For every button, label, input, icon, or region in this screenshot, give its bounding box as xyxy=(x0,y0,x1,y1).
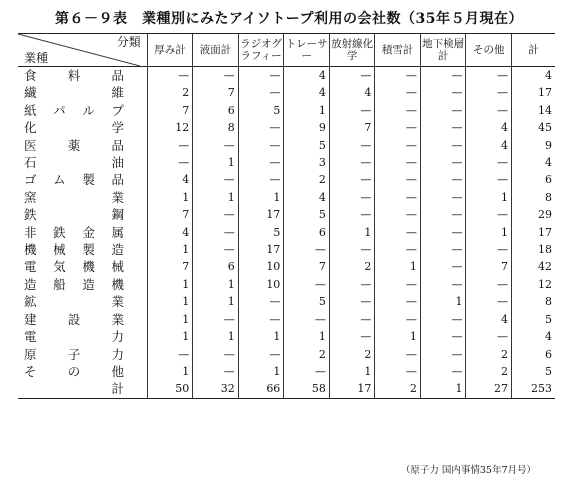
value-cell: 2 xyxy=(375,380,421,398)
industry-name: 紙 パ ル プ xyxy=(24,102,124,118)
value-cell: — xyxy=(375,189,421,206)
value-cell: 7 xyxy=(193,84,239,101)
value-cell: 1 xyxy=(193,293,239,310)
total-row xyxy=(18,380,555,398)
value-cell: — xyxy=(375,84,421,101)
value-cell: — xyxy=(193,67,239,85)
value-cell: 1 xyxy=(329,224,375,241)
value-cell: 1 xyxy=(238,328,284,345)
value-cell: 4 xyxy=(329,84,375,101)
value-cell: 2 xyxy=(284,346,330,363)
corner-header xyxy=(18,34,147,67)
value-cell: — xyxy=(420,102,466,119)
value-cell: 5 xyxy=(238,102,284,119)
industry-name-cell xyxy=(18,102,147,119)
value-cell: — xyxy=(375,224,421,241)
value-cell: — xyxy=(238,311,284,328)
industry-name: 窯 業 xyxy=(24,189,124,205)
value-cell: — xyxy=(466,171,512,188)
value-cell: 17 xyxy=(329,380,375,398)
value-cell: 12 xyxy=(147,119,193,136)
value-cell: — xyxy=(420,311,466,328)
table-row xyxy=(18,224,555,241)
value-cell: 14 xyxy=(511,102,555,119)
category-header-label: 分類 xyxy=(116,35,141,49)
value-cell: 6 xyxy=(193,102,239,119)
industry-name: 造 船 造 機 xyxy=(24,276,124,292)
industry-name: 繊 維 xyxy=(24,85,124,101)
value-cell: 2 xyxy=(329,346,375,363)
industry-name-cell xyxy=(18,241,147,258)
industry-name-cell xyxy=(18,328,147,345)
value-cell: 2 xyxy=(329,258,375,275)
value-cell: 1 xyxy=(147,293,193,310)
value-cell: 2 xyxy=(466,346,512,363)
value-cell: 4 xyxy=(147,224,193,241)
source-note: （原子力 国内事情35年7月号） xyxy=(400,465,536,476)
value-cell: 1 xyxy=(284,102,330,119)
value-cell: 5 xyxy=(511,363,555,380)
value-cell: — xyxy=(238,171,284,188)
table-row xyxy=(18,67,555,85)
value-cell: — xyxy=(193,206,239,223)
value-cell: — xyxy=(193,363,239,380)
industry-name: 電 力 xyxy=(24,329,124,345)
value-cell: 6 xyxy=(284,224,330,241)
value-cell: 27 xyxy=(466,380,512,398)
value-cell: — xyxy=(284,276,330,293)
value-cell: 29 xyxy=(511,206,555,223)
value-cell: — xyxy=(466,241,512,258)
industry-name-cell xyxy=(18,206,147,223)
value-cell: — xyxy=(466,154,512,171)
table-row xyxy=(18,258,555,275)
value-cell: — xyxy=(375,137,421,154)
value-cell: — xyxy=(238,154,284,171)
value-cell: 1 xyxy=(147,363,193,380)
industry-header-label: 業種 xyxy=(24,51,49,65)
industry-name-cell xyxy=(18,189,147,206)
value-cell: 18 xyxy=(511,241,555,258)
value-cell: — xyxy=(420,328,466,345)
value-cell: 1 xyxy=(466,189,512,206)
value-cell: 9 xyxy=(284,119,330,136)
industry-name-cell xyxy=(18,276,147,293)
value-cell: 8 xyxy=(511,189,555,206)
value-cell: — xyxy=(193,137,239,154)
industry-name-cell xyxy=(18,84,147,101)
value-cell: 4 xyxy=(284,67,330,85)
value-cell: — xyxy=(329,102,375,119)
value-cell: — xyxy=(466,276,512,293)
table-row xyxy=(18,119,555,136)
value-cell: — xyxy=(420,276,466,293)
value-cell: 4 xyxy=(284,189,330,206)
table-row xyxy=(18,102,555,119)
value-cell: — xyxy=(466,84,512,101)
value-cell: 7 xyxy=(147,102,193,119)
value-cell: 10 xyxy=(238,258,284,275)
value-cell: 7 xyxy=(147,258,193,275)
header-row xyxy=(18,34,555,67)
table-row xyxy=(18,84,555,101)
industry-name: そ の 他 xyxy=(24,363,124,379)
value-cell: — xyxy=(375,311,421,328)
value-cell: 4 xyxy=(147,171,193,188)
value-cell: — xyxy=(193,346,239,363)
table-row xyxy=(18,206,555,223)
value-cell: 4 xyxy=(466,137,512,154)
industry-name: 石 油 xyxy=(24,155,124,171)
value-cell: 1 xyxy=(375,258,421,275)
industry-name: 計 xyxy=(111,381,124,397)
value-cell: 1 xyxy=(284,328,330,345)
value-cell: — xyxy=(466,206,512,223)
table-title: 第６－９表 業種別にみたアイソトープ利用の会社数（35年５月現在） xyxy=(54,11,524,27)
industry-name-cell xyxy=(18,137,147,154)
value-cell: 1 xyxy=(147,276,193,293)
column-header-radiation-chemistry: 放射線化学 xyxy=(329,34,375,67)
industry-name: 電 気 機 械 xyxy=(24,259,124,275)
value-cell: — xyxy=(329,241,375,258)
value-cell: — xyxy=(375,346,421,363)
value-cell: — xyxy=(329,206,375,223)
value-cell: 1 xyxy=(375,328,421,345)
value-cell: — xyxy=(420,189,466,206)
value-cell: 3 xyxy=(284,154,330,171)
industry-name-cell xyxy=(18,293,147,310)
value-cell: — xyxy=(193,311,239,328)
value-cell: 12 xyxy=(511,276,555,293)
value-cell: 7 xyxy=(147,206,193,223)
value-cell: 45 xyxy=(511,119,555,136)
value-cell: — xyxy=(238,119,284,136)
industry-name: 鉄 鋼 xyxy=(24,207,124,223)
value-cell: 17 xyxy=(238,241,284,258)
industry-name: 食 料 品 xyxy=(24,68,124,83)
value-cell: — xyxy=(375,171,421,188)
value-cell: — xyxy=(329,171,375,188)
value-cell: — xyxy=(284,241,330,258)
value-cell: — xyxy=(147,346,193,363)
industry-name: 原 子 力 xyxy=(24,346,124,362)
value-cell: 1 xyxy=(193,154,239,171)
value-cell: — xyxy=(329,154,375,171)
value-cell: 7 xyxy=(329,119,375,136)
value-cell: 17 xyxy=(511,224,555,241)
value-cell: 1 xyxy=(420,293,466,310)
value-cell: 6 xyxy=(511,346,555,363)
value-cell: — xyxy=(238,137,284,154)
value-cell: — xyxy=(147,137,193,154)
column-header-snow-gauge: 積雪計 xyxy=(375,34,421,67)
value-cell: — xyxy=(420,171,466,188)
value-cell: 5 xyxy=(511,311,555,328)
value-cell: — xyxy=(375,363,421,380)
value-cell: — xyxy=(420,67,466,85)
value-cell: 5 xyxy=(284,137,330,154)
value-cell: — xyxy=(193,241,239,258)
value-cell: — xyxy=(466,293,512,310)
value-cell: — xyxy=(238,293,284,310)
industry-name: 化 学 xyxy=(24,120,124,136)
industry-name-cell xyxy=(18,171,147,188)
column-header-other: その他 xyxy=(466,34,512,67)
value-cell: 2 xyxy=(466,363,512,380)
value-cell: — xyxy=(420,363,466,380)
value-cell: 4 xyxy=(511,154,555,171)
industry-name-cell xyxy=(18,67,147,85)
value-cell: — xyxy=(147,154,193,171)
table-bottom-rule xyxy=(18,398,555,402)
value-cell: — xyxy=(329,67,375,85)
value-cell: 5 xyxy=(284,293,330,310)
value-cell: 5 xyxy=(238,224,284,241)
value-cell: — xyxy=(420,206,466,223)
value-cell: 42 xyxy=(511,258,555,275)
industry-name-cell xyxy=(18,154,147,171)
value-cell: — xyxy=(375,119,421,136)
value-cell: 6 xyxy=(193,258,239,275)
value-cell: 5 xyxy=(284,206,330,223)
table-row xyxy=(18,311,555,328)
value-cell: — xyxy=(284,311,330,328)
value-cell: 4 xyxy=(466,311,512,328)
value-cell: — xyxy=(420,224,466,241)
table-row xyxy=(18,241,555,258)
table-row xyxy=(18,346,555,363)
value-cell: 1 xyxy=(193,328,239,345)
value-cell: — xyxy=(466,67,512,85)
value-cell: — xyxy=(375,67,421,85)
industry-name: 建 設 業 xyxy=(24,311,124,327)
value-cell: 17 xyxy=(238,206,284,223)
industry-name: 非 鉄 金 属 xyxy=(24,224,124,240)
value-cell: — xyxy=(420,241,466,258)
value-cell: 253 xyxy=(511,380,555,398)
value-cell: 1 xyxy=(329,363,375,380)
industry-name: 鉱 業 xyxy=(24,294,124,310)
value-cell: — xyxy=(147,67,193,85)
value-cell: 4 xyxy=(511,328,555,345)
industry-name: 医 薬 品 xyxy=(24,137,124,153)
table-row xyxy=(18,137,555,154)
value-cell: 66 xyxy=(238,380,284,398)
value-cell: — xyxy=(193,171,239,188)
table-row xyxy=(18,171,555,188)
value-cell: — xyxy=(420,119,466,136)
value-cell: — xyxy=(238,67,284,85)
table-row xyxy=(18,363,555,380)
value-cell: — xyxy=(329,276,375,293)
value-cell: 2 xyxy=(284,171,330,188)
industry-name-cell xyxy=(18,119,147,136)
value-cell: — xyxy=(420,258,466,275)
value-cell: 1 xyxy=(193,276,239,293)
value-cell: 2 xyxy=(147,84,193,101)
table-row xyxy=(18,189,555,206)
value-cell: 1 xyxy=(238,363,284,380)
value-cell: 1 xyxy=(147,241,193,258)
value-cell: 58 xyxy=(284,380,330,398)
value-cell: 4 xyxy=(466,119,512,136)
value-cell: — xyxy=(420,346,466,363)
value-cell: — xyxy=(238,84,284,101)
value-cell: 1 xyxy=(147,189,193,206)
table-row xyxy=(18,293,555,310)
industry-name-cell xyxy=(18,363,147,380)
value-cell: — xyxy=(375,241,421,258)
table-row xyxy=(18,154,555,171)
industry-name-cell xyxy=(18,258,147,275)
column-header-thickness-gauge: 厚み計 xyxy=(147,34,193,67)
industry-name-cell xyxy=(18,346,147,363)
value-cell: 1 xyxy=(238,189,284,206)
value-cell: — xyxy=(375,102,421,119)
value-cell: — xyxy=(375,154,421,171)
industry-name-cell xyxy=(18,380,147,398)
value-cell: 1 xyxy=(147,328,193,345)
value-cell: — xyxy=(238,346,284,363)
value-cell: 7 xyxy=(284,258,330,275)
value-cell: 7 xyxy=(466,258,512,275)
industry-name-cell xyxy=(18,311,147,328)
value-cell: 4 xyxy=(284,84,330,101)
value-cell: 1 xyxy=(147,311,193,328)
industry-name: 機 械 製 造 xyxy=(24,242,124,258)
value-cell: — xyxy=(420,154,466,171)
value-cell: — xyxy=(193,224,239,241)
value-cell: — xyxy=(420,84,466,101)
table-body xyxy=(18,67,555,399)
value-cell: 8 xyxy=(511,293,555,310)
value-cell: — xyxy=(329,328,375,345)
value-cell: 1 xyxy=(420,380,466,398)
industry-name: ゴ ム 製 品 xyxy=(24,172,124,188)
table-row xyxy=(18,328,555,345)
value-cell: — xyxy=(329,189,375,206)
value-cell: 9 xyxy=(511,137,555,154)
value-cell: — xyxy=(329,137,375,154)
value-cell: — xyxy=(329,293,375,310)
value-cell: 8 xyxy=(193,119,239,136)
value-cell: — xyxy=(329,311,375,328)
value-cell: — xyxy=(284,363,330,380)
value-cell: 4 xyxy=(511,67,555,85)
value-cell: 1 xyxy=(193,189,239,206)
value-cell: 10 xyxy=(238,276,284,293)
value-cell: — xyxy=(466,102,512,119)
value-cell: 17 xyxy=(511,84,555,101)
value-cell: — xyxy=(375,206,421,223)
data-table xyxy=(18,33,555,402)
value-cell: — xyxy=(375,293,421,310)
column-header-well-logging: 地下検層計 xyxy=(420,34,466,67)
industry-name-cell xyxy=(18,224,147,241)
column-header-radiography: ラジオグラフィー xyxy=(238,34,284,67)
value-cell: 32 xyxy=(193,380,239,398)
value-cell: 6 xyxy=(511,171,555,188)
value-cell: — xyxy=(375,276,421,293)
value-cell: — xyxy=(420,137,466,154)
column-header-tracer: トレーサー xyxy=(284,34,330,67)
column-header-level-gauge: 液面計 xyxy=(193,34,239,67)
value-cell: — xyxy=(466,328,512,345)
table-row xyxy=(18,276,555,293)
value-cell: 1 xyxy=(466,224,512,241)
value-cell: 50 xyxy=(147,380,193,398)
column-header-total: 計 xyxy=(511,34,555,67)
